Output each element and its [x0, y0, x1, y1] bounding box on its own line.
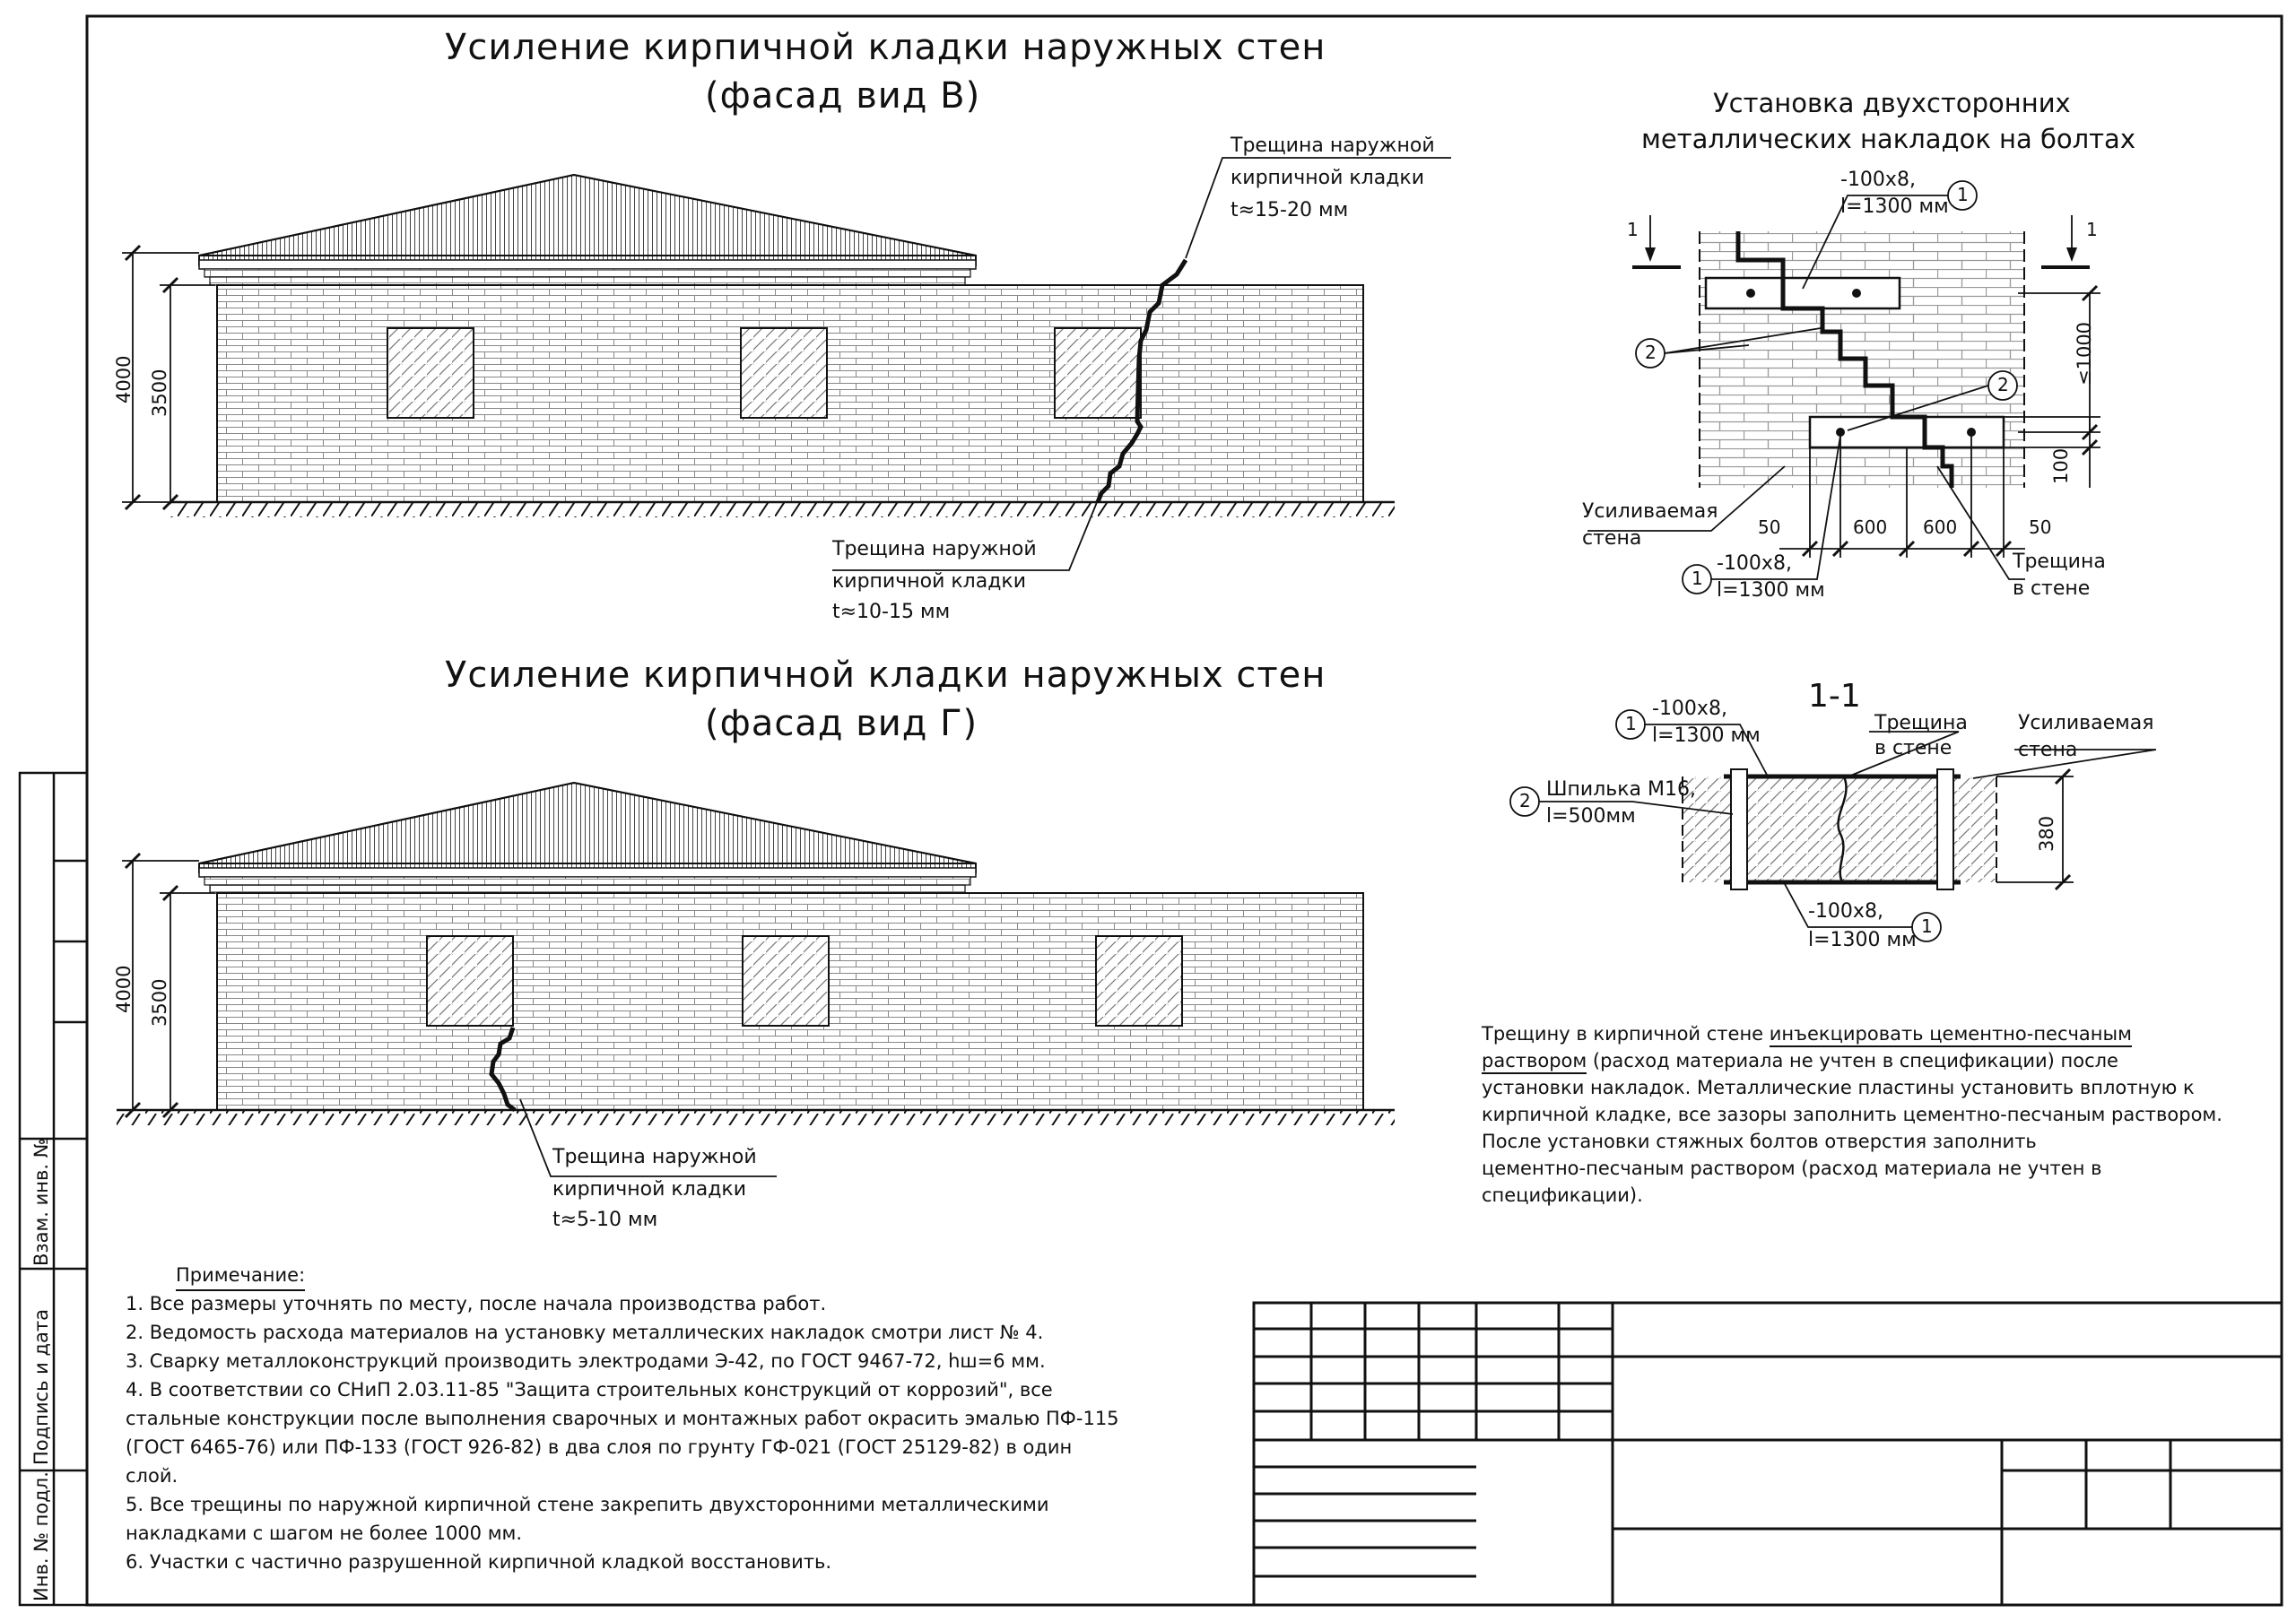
detail-marker-1-bottom: 1	[1692, 568, 1703, 589]
detail-dim-50-right: 50	[2029, 516, 2052, 538]
facade-g-dim-3500: 3500	[149, 978, 170, 1027]
section-wall-label-1: Усиливаемая	[2018, 712, 2154, 734]
section-marker-1-top: 1	[1625, 713, 1637, 734]
facade-g-drawing	[117, 783, 1395, 1176]
plates-detail-drawing	[1587, 181, 2100, 594]
note-5-line-1: 5. Все трещины по наружной кирпичной стене закрепить двухсторонними металлическими	[126, 1494, 1049, 1515]
notes-heading: Примечание:	[176, 1262, 305, 1291]
section-stud-label-2: l=500мм	[1546, 805, 1636, 828]
detail-marker-2-left: 2	[1645, 342, 1657, 363]
facade-b-dim-3500: 3500	[149, 369, 170, 417]
section-marker-1-bottom: 1	[1921, 915, 1933, 937]
detail-title-1: Установка двухсторонних	[1713, 88, 2071, 118]
side-stamp-podpis-data: Подпись и дата	[30, 1309, 52, 1465]
section-marker-2: 2	[1519, 790, 1531, 811]
facade-b-crack-label-bottom-2: кирпичной кладки	[832, 570, 1026, 593]
detail-plate-bottom-2: l=1300 мм	[1717, 579, 1825, 602]
side-stamp-vzam-inv: Взам. инв. №	[30, 1138, 52, 1266]
detail-crack-label-1: Трещина	[2013, 551, 2106, 573]
section-crack-label-1: Трещина	[1874, 712, 1968, 734]
note-4-line-3: (ГОСТ 6465-76) или ПФ-133 (ГОСТ 926-82) в два слоя по грунту ГФ-021 (ГОСТ 25129-82) в один	[126, 1436, 1073, 1458]
facade-b-crack-label-top-2: кирпичной кладки	[1231, 167, 1424, 189]
facade-b-subtitle: (фасад вид В)	[705, 75, 981, 117]
facade-b-crack-label-top-3: t≈15-20 мм	[1231, 199, 1349, 221]
note-4-line-4: слой.	[126, 1465, 178, 1487]
detail-dim-100: 100	[2050, 447, 2072, 484]
instruction-line-1: Трещину в кирпичной стене инъекцировать цементно-песчаным	[1482, 1020, 2132, 1047]
detail-cut-mark-left: 1	[1627, 219, 1639, 240]
facade-b-crack-label-top-1: Трещина наружной	[1231, 134, 1435, 157]
detail-plate-top-1: -100х8,	[1840, 169, 1916, 191]
note-4-line-2: стальные конструкции после выполнения сварочных и монтажных работ окрасить эмалью ПФ-115	[126, 1408, 1119, 1429]
detail-crack-label-2: в стене	[2013, 577, 2091, 600]
detail-plate-top-2: l=1300 мм	[1840, 195, 1949, 218]
note-2: 2. Ведомость расхода материалов на установку металлических накладок смотри лист № 4.	[126, 1322, 1044, 1343]
note-5-line-2: накладками с шагом не более 1000 мм.	[126, 1522, 523, 1544]
section-title: 1-1	[1808, 678, 1861, 715]
facade-g-crack-label-1: Трещина наружной	[552, 1146, 757, 1168]
detail-wall-label-1: Усиливаемая	[1582, 500, 1718, 523]
facade-b-title: Усиление кирпичной кладки наружных стен	[445, 27, 1326, 68]
facade-g-title: Усиление кирпичной кладки наружных стен	[445, 655, 1326, 696]
instruction-underlined-text: инъекцировать цементно-песчаным	[1770, 1023, 2132, 1047]
section-crack-label-2: в стене	[1874, 737, 1952, 759]
detail-plate-bottom-1: -100х8,	[1717, 552, 1792, 575]
section-dim-380: 380	[2036, 815, 2057, 852]
instruction-line-3: установки накладок. Металлические пластины установить вплотную к	[1482, 1077, 2195, 1098]
facade-g-subtitle: (фасад вид Г)	[705, 703, 978, 744]
section-plate-top-2: l=1300 мм	[1652, 724, 1761, 747]
note-3: 3. Сварку металлоконструкций производить электродами Э-42, по ГОСТ 9467-72, hш=6 мм.	[126, 1350, 1046, 1372]
facade-b-dim-4000: 4000	[113, 355, 135, 403]
detail-marker-1-top: 1	[1957, 184, 1969, 205]
detail-dim-600-right: 600	[1923, 516, 1958, 538]
section-stud-label-1: Шпилька М16,	[1546, 778, 1696, 801]
note-1: 1. Все размеры уточнять по месту, после начала производства работ.	[126, 1293, 827, 1314]
detail-dim-600-left: 600	[1853, 516, 1888, 538]
instruction-line-2: раствором (расход материала не учтен в спецификации) после	[1482, 1047, 2118, 1074]
section-plate-top-1: -100х8,	[1652, 698, 1727, 720]
side-stamp-inv-podl: Инв. № подл.	[30, 1471, 52, 1601]
facade-g-crack-label-2: кирпичной кладки	[552, 1178, 746, 1201]
detail-wall-label-2: стена	[1582, 527, 1642, 550]
note-4-line-1: 4. В соответствии со СНиП 2.03.11-85 "Защита строительных конструкций от коррозий", все	[126, 1379, 1053, 1401]
instruction-line-5: После установки стяжных болтов отверстия заполнить	[1482, 1131, 2037, 1152]
facade-b-crack-label-bottom-3: t≈10-15 мм	[832, 601, 951, 623]
detail-dim-50-left: 50	[1758, 516, 1781, 538]
facade-g-dim-4000: 4000	[113, 965, 135, 1013]
note-6: 6. Участки с частично разрушенной кирпичной кладкой восстановить.	[126, 1551, 832, 1573]
detail-marker-2-right: 2	[1997, 374, 2009, 395]
title-block	[1254, 1303, 2282, 1605]
section-plate-bottom-1: -100х8,	[1808, 900, 1883, 923]
instruction-line-7: спецификации).	[1482, 1184, 1643, 1206]
instruction-line-4: кирпичной кладке, все зазоры заполнить цементно-песчаным раствором.	[1482, 1104, 2222, 1125]
instruction-line-6: цементно-песчаным раствором (расход материала не учтен в	[1482, 1158, 2102, 1179]
detail-dim-max: ≤1000	[2074, 321, 2095, 386]
facade-g-crack-label-3: t≈5-10 мм	[552, 1209, 658, 1231]
detail-title-2: металлических накладок на болтах	[1641, 124, 2135, 154]
section-wall-label-2: стена	[2018, 739, 2078, 761]
section-plate-bottom-2: l=1300 мм	[1808, 929, 1917, 951]
facade-b-crack-label-bottom-1: Трещина наружной	[832, 538, 1037, 560]
detail-cut-mark-right: 1	[2086, 219, 2098, 240]
